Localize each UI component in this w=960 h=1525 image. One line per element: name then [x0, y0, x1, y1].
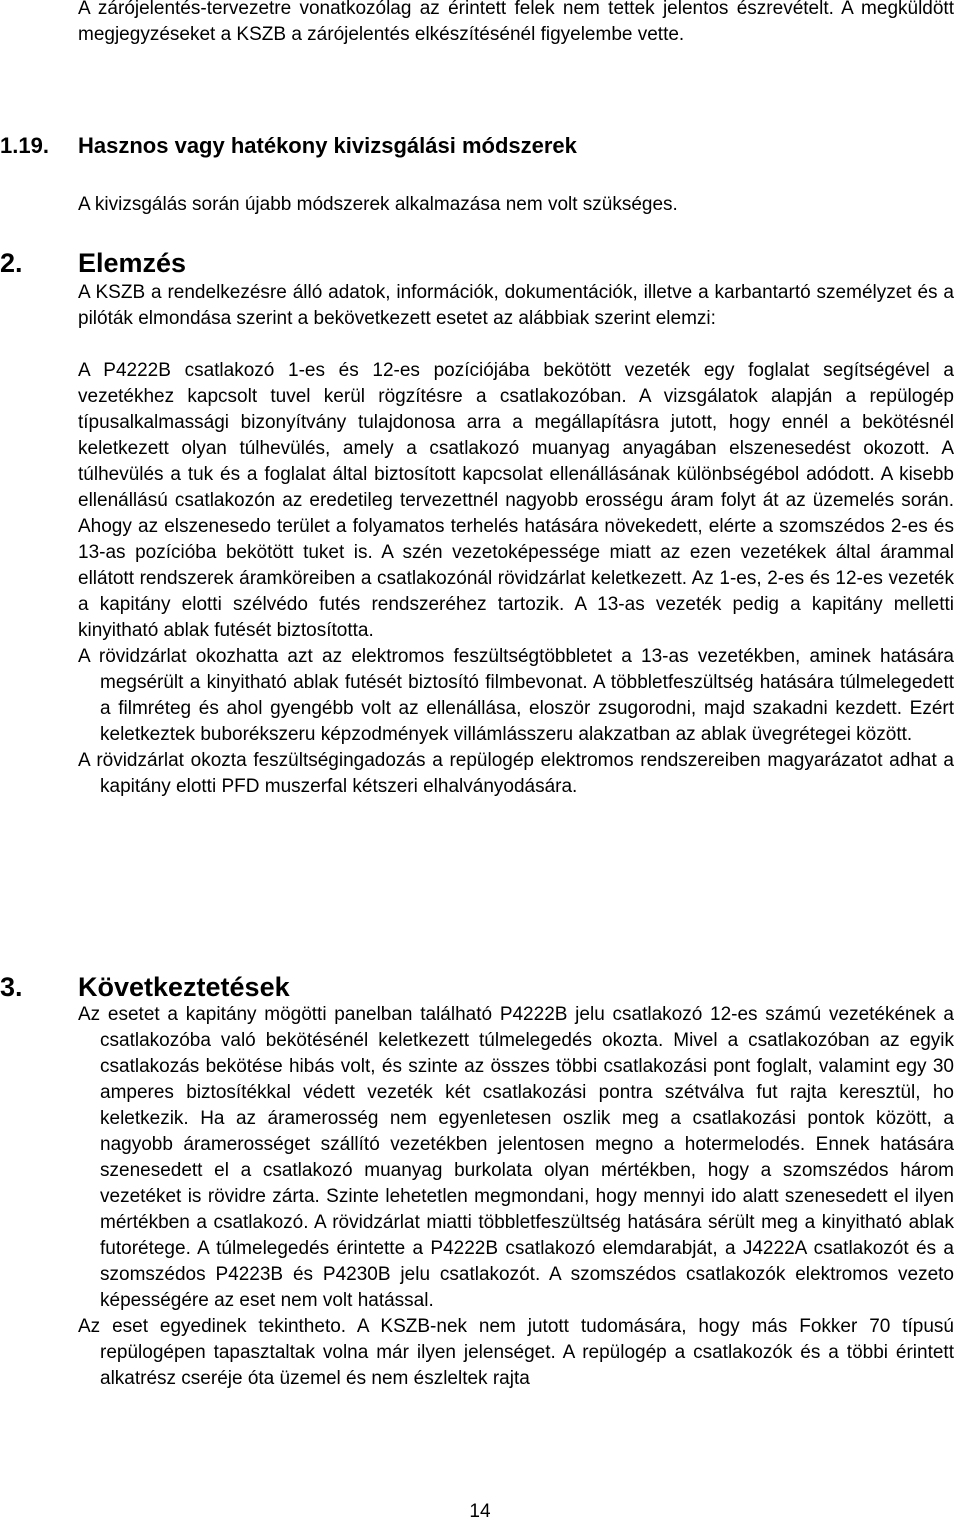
section-3-title: Következtetések: [78, 972, 290, 1002]
intro-block: [0, 0, 960, 48]
section-2-paragraph-2: A rövidzárlat okozhatta azt az elektromos feszültségtöbbletet a 13-as vezetékben, aminek hatására megsérült a kinyitható ablak futését biztosító filmbevonat. A többletfeszültség hatására túlmelegedett a filmréteg és ahol gyengébb volt az ellenállása, eloször zsugorodni, majd szakadni kezdett. Ezért keletkeztek buborékszeru képzodmények villámlásszeru alakzatban az ablak üvegrétegei között.: [78, 646, 954, 745]
section-3: [0, 971, 960, 1003]
section-1-19: [0, 131, 960, 161]
section-2-paragraph-3: A rövidzárlat okozta feszültségingadozás a repülogép elektromos rendszereiben magyarázatot adhat a kapitány elotti PFD muszerfal kétszeri elhalványodására.: [78, 750, 954, 797]
section-1-19-heading: [0, 131, 960, 161]
top-paragraph: A zárójelentés-tervezetre vonatkozólag az érintett felek nem tettek jelentos észrevételt. A megküldött megjegyzéseket a KSZB a zárójelentés elkészítésénél figyelembe vette.: [78, 0, 954, 45]
section-2: [0, 247, 960, 279]
section-1-19-body: [0, 192, 960, 218]
section-3-number: 3.: [0, 972, 23, 1002]
section-2-body: [0, 280, 960, 332]
section-2-heading: [0, 247, 960, 279]
page-number: 14: [469, 1501, 491, 1522]
section-1-19-text: A kivizsgálás során újabb módszerek alkalmazása nem volt szükséges.: [78, 194, 678, 215]
section-2-paragraph-1: A P4222B csatlakozó 1-es és 12-es pozíciójába bekötött vezeték egy foglalat segítségével a vezetékhez kapcsolt tuvel kerül rögzítésre a csatlakozóban. A vizsgálatok alapján a repülogép típusalkalmassági bizonyítvány tulajdonosa arra a megállapításra jutott, hogy ennél a bekötésnél keletkezett olyan túlhevülés, amely a csatlakozó muanyag anyagában elszenesedést okozott. A túlhevülés a tuk és a foglalat által biztosított kapcsolat ellenállásának különbségébol adódott. A kisebb ellenállású csatlakozón az eredetileg tervezettnél nagyobb erosségu áram folyt át az üzemelés során. Ahogy az elszenesedo terület a folyamatos terhelés hatására növekedett, elérte a szomszédos 2-es és 13-as pozícióba bekötött tuket is. A szén vezetoképessége miatt az ezen vezetékek által árammal ellátott rendszerek áramköreiben a csatlakozónál rövidzárlat keletkezett. Az 1-es, 2-es és 12-es vezeték a kapitány elotti szélvédo futés rendszeréhez tartozik. A 13-as vezeték pedig a kapitány melletti kinyitható ablak futését biztosította.: [78, 360, 954, 641]
section-3-heading: [0, 971, 960, 1003]
section-3-body: [0, 1002, 960, 1392]
section-3-paragraph-2: Az eset egyedinek tekintheto. A KSZB-nek nem jutott tudomására, hogy más Fokker 70 típusú repülogépen tapasztaltak volna már ilyen jelenséget. A repülogép a csatlakozók és a többi érintett alkatrész cseréje óta üzemel és nem észleltek rajta: [78, 1316, 954, 1389]
section-2-number: 2.: [0, 248, 23, 278]
section-2-analysis: [0, 358, 960, 800]
section-1-19-title: Hasznos vagy hatékony kivizsgálási módszerek: [78, 133, 577, 158]
section-2-intro: A KSZB a rendelkezésre álló adatok, információk, dokumentációk, illetve a karbantartó személyzet és a pilóták elmondása szerint a bekövetkezett esetet az alábbiak szerint elemzi:: [78, 282, 954, 329]
section-2-title: Elemzés: [78, 248, 187, 278]
section-1-19-number: 1.19.: [0, 133, 49, 158]
section-3-paragraph-1: Az esetet a kapitány mögötti panelban található P4222B jelu csatlakozó 12-es számú vezetékének a csatlakozóba való bekötésénél keletkezett túlmelegedés okozta. Mivel a csatlakozóban az egyik csatlakozás bekötése hibás volt, és szinte az összes többi csatlakozási pont foglalt, valamint egy 30 amperes biztosítékkal védett vezeték két csatlakozási pontra szétválva fut rajta keresztül, ho keletkezik. Ha az áramerosség nem egyenletesen oszlik meg a csatlakozási pontok között, a nagyobb áramerosséget szállító vezetékben jelentosen megno a hotermelodés. Ennek hatására szenesedett el a csatlakozó muanyag burkolata olyan mértékben, hogy a szomszédos három vezetéket is rövidre zárta. Szinte lehetetlen megmondani, hogy mennyi ido alatt szenesedett el ilyen mértékben a csatlakozó. A rövidzárlat miatti többletfeszültség hatására sérült meg a kinyitható ablak futorétege. A túlmelegedés érintette a P4222B csatlakozó elemdarabját, a J4222A csatlakozót és a szomszédos P4223B és P4230B jelu csatlakozót. A szomszédos csatlakozók elektromos vezeto képességére az eset nem volt hatással.: [78, 1004, 954, 1311]
